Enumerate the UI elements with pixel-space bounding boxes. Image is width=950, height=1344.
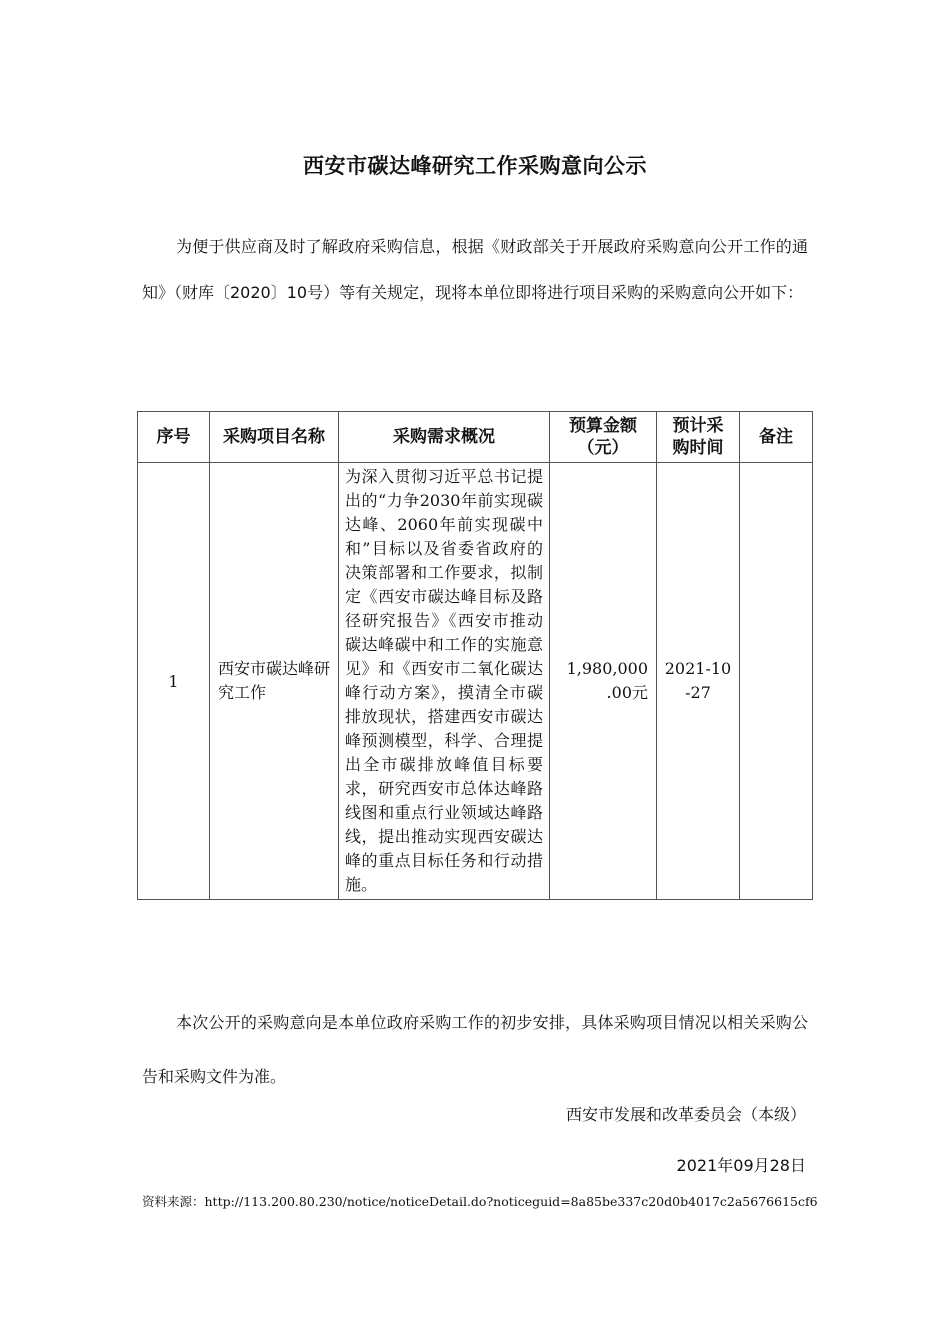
cell-description: 为深入贯彻习近平总书记提出的“力争2030年前实现碳达峰、2060年前实现碳中和”目标以及省委省政府的决策部署和工作要求，拟制定《西安市碳达峰目标及路径研究报告》《西安市推动碳达峰碳中和工作的实施意见》和《西安市二氧化碳达峰行动方案》，摸清全市碳排放现状，搭建西安市碳达峰预测模型，科学、合理提出全市碳排放峰值目标要求，研究西安市总体达峰路线图和重点行业领域达峰路线，提出推动实现西安碳达峰的重点目标任务和行动措施。 <box>339 463 550 900</box>
cell-time-line1: 2021-10 <box>664 659 732 678</box>
cell-remark <box>740 463 813 900</box>
publish-date: 2021年09月28日 <box>676 1156 806 1175</box>
header-description: 采购需求概况 <box>339 412 550 463</box>
header-index: 序号 <box>138 412 210 463</box>
header-budget-line1: 预算金额 <box>569 416 637 436</box>
header-name: 采购项目名称 <box>210 412 339 463</box>
organization-signature: 西安市发展和改革委员会（本级） <box>565 1105 806 1124</box>
page-title: 西安市碳达峰研究工作采购意向公示 <box>303 154 647 178</box>
intro-paragraph: 为便于供应商及时了解政府采购信息，根据《财政部关于开展政府采购意向公开工作的通知》（财库〔2020〕10号）等有关规定，现将本单位即将进行项目采购的采购意向公开如下： <box>142 237 808 302</box>
header-time-line2: 购时间 <box>672 438 724 458</box>
cell-index: 1 <box>138 463 210 900</box>
cell-time <box>657 463 740 900</box>
table-header-row <box>138 412 813 463</box>
cell-name: 西安市碳达峰研究工作 <box>210 463 339 900</box>
cell-budget-line1: 1,980,000 <box>566 659 648 678</box>
source-reference: 资料来源：http://113.200.80.230/notice/noticeDetail.do?noticeguid=8a85be337c20d0b4017c2a5676615cf6 <box>142 1194 818 1209</box>
header-time <box>657 412 740 463</box>
table-row <box>138 463 813 900</box>
header-budget-line2: （元） <box>577 438 629 458</box>
cell-time-line2: -27 <box>685 683 711 702</box>
procurement-table <box>137 411 813 900</box>
outro-paragraph: 本次公开的采购意向是本单位政府采购工作的初步安排，具体采购项目情况以相关采购公告和采购文件为准。 <box>142 1013 808 1086</box>
cell-budget-line2: .00元 <box>606 683 648 702</box>
header-time-line1: 预计采 <box>672 416 724 436</box>
header-budget <box>550 412 657 463</box>
header-remark: 备注 <box>740 412 813 463</box>
cell-budget <box>550 463 657 900</box>
